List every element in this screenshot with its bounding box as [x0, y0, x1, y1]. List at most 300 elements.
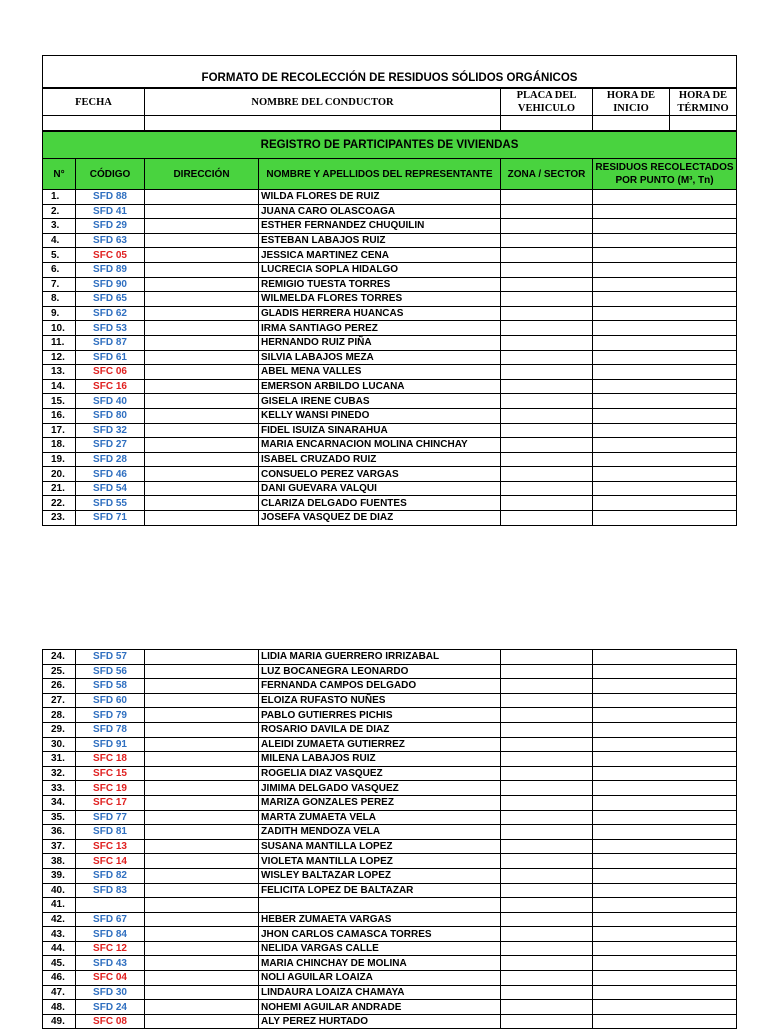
row-residuos[interactable] — [593, 219, 737, 234]
row-code: SFD 81 — [76, 825, 145, 840]
row-direccion[interactable] — [145, 868, 259, 883]
row-zona[interactable] — [501, 438, 593, 453]
table-row — [43, 511, 737, 526]
row-residuos[interactable] — [593, 394, 737, 409]
row-direccion[interactable] — [145, 679, 259, 694]
row-number: 32. — [43, 766, 76, 781]
table-row — [43, 854, 737, 869]
table-row — [43, 912, 737, 927]
row-name: JIMIMA DELGADO VASQUEZ — [259, 781, 501, 796]
row-code: SFC 18 — [76, 752, 145, 767]
row-residuos[interactable] — [593, 262, 737, 277]
meta-table — [42, 88, 737, 131]
row-name: ALEIDI ZUMAETA GUTIERREZ — [259, 737, 501, 752]
row-direccion[interactable] — [145, 1014, 259, 1029]
row-direccion[interactable] — [145, 766, 259, 781]
row-residuos[interactable] — [593, 204, 737, 219]
row-residuos[interactable] — [593, 379, 737, 394]
row-direccion[interactable] — [145, 321, 259, 336]
row-direccion[interactable] — [145, 365, 259, 380]
row-number: 43. — [43, 927, 76, 942]
table-row — [43, 496, 737, 511]
row-zona[interactable] — [501, 204, 593, 219]
row-number: 38. — [43, 854, 76, 869]
row-name: MARTA ZUMAETA VELA — [259, 810, 501, 825]
row-direccion[interactable] — [145, 277, 259, 292]
row-zona[interactable] — [501, 810, 593, 825]
row-residuos[interactable] — [593, 722, 737, 737]
table-row — [43, 650, 737, 665]
row-zona[interactable] — [501, 511, 593, 526]
row-zona[interactable] — [501, 854, 593, 869]
row-residuos[interactable] — [593, 883, 737, 898]
row-zona[interactable] — [501, 752, 593, 767]
table-row — [43, 219, 737, 234]
participants-table-continued — [42, 649, 737, 1029]
row-name: ROSARIO DAVILA DE DIAZ — [259, 722, 501, 737]
row-code: SFD 46 — [76, 467, 145, 482]
table-row — [43, 868, 737, 883]
row-direccion[interactable] — [145, 481, 259, 496]
row-number: 48. — [43, 1000, 76, 1015]
row-number: 44. — [43, 941, 76, 956]
row-zona[interactable] — [501, 1000, 593, 1015]
table-row — [43, 985, 737, 1000]
table-row — [43, 379, 737, 394]
row-zona[interactable] — [501, 825, 593, 840]
row-residuos[interactable] — [593, 248, 737, 263]
row-number: 30. — [43, 737, 76, 752]
row-zona[interactable] — [501, 248, 593, 263]
row-code: SFD 91 — [76, 737, 145, 752]
row-zona[interactable] — [501, 481, 593, 496]
row-direccion[interactable] — [145, 248, 259, 263]
row-direccion[interactable] — [145, 883, 259, 898]
hora-inicio-field[interactable] — [593, 116, 670, 131]
row-zona[interactable] — [501, 971, 593, 986]
row-code — [76, 898, 145, 913]
row-code: SFD 62 — [76, 306, 145, 321]
row-number: 14. — [43, 379, 76, 394]
table-row — [43, 408, 737, 423]
fecha-field[interactable] — [43, 116, 145, 131]
row-name: LUCRECIA SOPLA HIDALGO — [259, 262, 501, 277]
row-code: SFC 06 — [76, 365, 145, 380]
row-number: 24. — [43, 650, 76, 665]
row-residuos[interactable] — [593, 335, 737, 350]
col-num-header: N° — [43, 159, 76, 190]
row-direccion[interactable] — [145, 708, 259, 723]
row-residuos[interactable] — [593, 868, 737, 883]
row-code: SFD 61 — [76, 350, 145, 365]
row-zona[interactable] — [501, 664, 593, 679]
row-direccion[interactable] — [145, 722, 259, 737]
row-number: 2. — [43, 204, 76, 219]
row-number: 6. — [43, 262, 76, 277]
row-number: 21. — [43, 481, 76, 496]
row-name: ESTHER FERNANDEZ CHUQUILIN — [259, 219, 501, 234]
row-number: 34. — [43, 795, 76, 810]
row-direccion[interactable] — [145, 511, 259, 526]
row-number: 35. — [43, 810, 76, 825]
row-residuos[interactable] — [593, 781, 737, 796]
row-number: 3. — [43, 219, 76, 234]
row-direccion[interactable] — [145, 956, 259, 971]
row-code: SFC 16 — [76, 379, 145, 394]
row-direccion[interactable] — [145, 306, 259, 321]
row-code: SFC 12 — [76, 941, 145, 956]
row-zona[interactable] — [501, 233, 593, 248]
row-name: REMIGIO TUESTA TORRES — [259, 277, 501, 292]
row-code: SFD 55 — [76, 496, 145, 511]
table-row — [43, 971, 737, 986]
row-name: LUZ BOCANEGRA LEONARDO — [259, 664, 501, 679]
row-direccion[interactable] — [145, 262, 259, 277]
row-residuos[interactable] — [593, 679, 737, 694]
row-number: 33. — [43, 781, 76, 796]
row-number: 10. — [43, 321, 76, 336]
conductor-field[interactable] — [145, 116, 501, 131]
row-residuos[interactable] — [593, 277, 737, 292]
row-residuos[interactable] — [593, 481, 737, 496]
row-code: SFD 32 — [76, 423, 145, 438]
row-direccion[interactable] — [145, 204, 259, 219]
table-row — [43, 262, 737, 277]
row-code: SFD 83 — [76, 883, 145, 898]
row-direccion[interactable] — [145, 839, 259, 854]
row-code: SFD 53 — [76, 321, 145, 336]
row-residuos[interactable] — [593, 912, 737, 927]
row-zona[interactable] — [501, 306, 593, 321]
row-code: SFD 88 — [76, 190, 145, 205]
row-code: SFD 28 — [76, 452, 145, 467]
row-name: NOHEMI AGUILAR ANDRADE — [259, 1000, 501, 1015]
row-number: 40. — [43, 883, 76, 898]
row-code: SFD 80 — [76, 408, 145, 423]
row-direccion[interactable] — [145, 941, 259, 956]
row-name: CLARIZA DELGADO FUENTES — [259, 496, 501, 511]
row-residuos[interactable] — [593, 350, 737, 365]
row-code: SFC 05 — [76, 248, 145, 263]
row-zona[interactable] — [501, 1014, 593, 1029]
header-table — [42, 55, 737, 88]
row-zona[interactable] — [501, 912, 593, 927]
row-residuos[interactable] — [593, 423, 737, 438]
row-zona[interactable] — [501, 452, 593, 467]
row-residuos[interactable] — [593, 708, 737, 723]
row-residuos[interactable] — [593, 306, 737, 321]
row-code: SFD 90 — [76, 277, 145, 292]
row-direccion[interactable] — [145, 737, 259, 752]
row-direccion[interactable] — [145, 408, 259, 423]
col-residuos-header: RESIDUOS RECOLECTADOS POR PUNTO (M³, Tn) — [593, 159, 737, 190]
row-direccion[interactable] — [145, 292, 259, 307]
row-zona[interactable] — [501, 708, 593, 723]
row-zona[interactable] — [501, 781, 593, 796]
row-name: FERNANDA CAMPOS DELGADO — [259, 679, 501, 694]
row-direccion[interactable] — [145, 467, 259, 482]
row-direccion[interactable] — [145, 825, 259, 840]
row-code: SFD 54 — [76, 481, 145, 496]
row-name: VIOLETA MANTILLA LOPEZ — [259, 854, 501, 869]
row-zona[interactable] — [501, 737, 593, 752]
row-code: SFD 78 — [76, 722, 145, 737]
row-name: CONSUELO PEREZ VARGAS — [259, 467, 501, 482]
form-title: FORMATO DE RECOLECCIÓN DE RESIDUOS SÓLIDOS ORGÁNICOS — [43, 56, 737, 88]
table-row — [43, 350, 737, 365]
row-direccion[interactable] — [145, 795, 259, 810]
hora-termino-field[interactable] — [670, 116, 737, 131]
row-residuos[interactable] — [593, 408, 737, 423]
row-number: 13. — [43, 365, 76, 380]
row-number: 41. — [43, 898, 76, 913]
table-row — [43, 679, 737, 694]
row-residuos[interactable] — [593, 737, 737, 752]
row-code: SFD 71 — [76, 511, 145, 526]
row-zona[interactable] — [501, 335, 593, 350]
row-zona[interactable] — [501, 956, 593, 971]
form-table-part1 — [42, 55, 736, 526]
row-direccion[interactable] — [145, 927, 259, 942]
table-row — [43, 693, 737, 708]
row-name: HERNANDO RUIZ PIÑA — [259, 335, 501, 350]
row-residuos[interactable] — [593, 664, 737, 679]
table-row — [43, 825, 737, 840]
table-row — [43, 233, 737, 248]
row-direccion[interactable] — [145, 971, 259, 986]
row-number: 4. — [43, 233, 76, 248]
row-direccion[interactable] — [145, 438, 259, 453]
row-code: SFD 77 — [76, 810, 145, 825]
row-code: SFC 17 — [76, 795, 145, 810]
row-direccion[interactable] — [145, 693, 259, 708]
row-name: MILENA LABAJOS RUIZ — [259, 752, 501, 767]
row-direccion[interactable] — [145, 650, 259, 665]
row-zona[interactable] — [501, 321, 593, 336]
row-zona[interactable] — [501, 985, 593, 1000]
row-zona[interactable] — [501, 766, 593, 781]
row-code: SFD 24 — [76, 1000, 145, 1015]
row-code: SFD 79 — [76, 708, 145, 723]
row-code: SFD 65 — [76, 292, 145, 307]
table-row — [43, 956, 737, 971]
row-zona[interactable] — [501, 190, 593, 205]
row-code: SFC 08 — [76, 1014, 145, 1029]
row-direccion[interactable] — [145, 233, 259, 248]
row-residuos[interactable] — [593, 292, 737, 307]
row-direccion[interactable] — [145, 190, 259, 205]
row-code: SFC 14 — [76, 854, 145, 869]
row-code: SFD 41 — [76, 204, 145, 219]
row-residuos[interactable] — [593, 766, 737, 781]
row-code: SFD 43 — [76, 956, 145, 971]
participants-table — [42, 131, 737, 526]
row-residuos[interactable] — [593, 752, 737, 767]
row-number: 25. — [43, 664, 76, 679]
table-row — [43, 1014, 737, 1029]
row-zona[interactable] — [501, 927, 593, 942]
row-number: 9. — [43, 306, 76, 321]
row-direccion[interactable] — [145, 335, 259, 350]
row-zona[interactable] — [501, 277, 593, 292]
row-residuos[interactable] — [593, 941, 737, 956]
row-number: 27. — [43, 693, 76, 708]
row-residuos[interactable] — [593, 452, 737, 467]
row-direccion[interactable] — [145, 854, 259, 869]
row-residuos[interactable] — [593, 956, 737, 971]
row-name: NELIDA VARGAS CALLE — [259, 941, 501, 956]
row-name: ROGELIA DIAZ VASQUEZ — [259, 766, 501, 781]
table-row — [43, 752, 737, 767]
row-number: 31. — [43, 752, 76, 767]
table-row — [43, 204, 737, 219]
row-zona[interactable] — [501, 839, 593, 854]
row-direccion[interactable] — [145, 912, 259, 927]
row-zona[interactable] — [501, 941, 593, 956]
row-zona[interactable] — [501, 650, 593, 665]
table-row — [43, 394, 737, 409]
row-number: 45. — [43, 956, 76, 971]
row-direccion[interactable] — [145, 379, 259, 394]
row-residuos[interactable] — [593, 365, 737, 380]
row-code: SFD 27 — [76, 438, 145, 453]
row-number: 39. — [43, 868, 76, 883]
row-residuos[interactable] — [593, 985, 737, 1000]
row-residuos[interactable] — [593, 795, 737, 810]
row-zona[interactable] — [501, 394, 593, 409]
row-name: ABEL MENA VALLES — [259, 365, 501, 380]
row-zona[interactable] — [501, 883, 593, 898]
row-number: 7. — [43, 277, 76, 292]
row-zona[interactable] — [501, 496, 593, 511]
row-direccion[interactable] — [145, 219, 259, 234]
row-code: SFC 15 — [76, 766, 145, 781]
row-name: GISELA IRENE CUBAS — [259, 394, 501, 409]
row-direccion[interactable] — [145, 781, 259, 796]
row-residuos[interactable] — [593, 511, 737, 526]
form-table-part2 — [42, 649, 736, 1029]
row-residuos[interactable] — [593, 438, 737, 453]
row-direccion[interactable] — [145, 496, 259, 511]
table-row — [43, 883, 737, 898]
row-code: SFD 29 — [76, 219, 145, 234]
row-number: 19. — [43, 452, 76, 467]
row-zona[interactable] — [501, 379, 593, 394]
header-hora-termino: HORA DE TÉRMINO — [670, 89, 737, 116]
row-zona[interactable] — [501, 795, 593, 810]
row-zona[interactable] — [501, 365, 593, 380]
row-name: ISABEL CRUZADO RUIZ — [259, 452, 501, 467]
row-code: SFD 67 — [76, 912, 145, 927]
row-residuos[interactable] — [593, 1014, 737, 1029]
row-name: FIDEL ISUIZA SINARAHUA — [259, 423, 501, 438]
row-residuos[interactable] — [593, 971, 737, 986]
row-residuos[interactable] — [593, 1000, 737, 1015]
row-code: SFD 56 — [76, 664, 145, 679]
row-zona[interactable] — [501, 262, 593, 277]
row-residuos[interactable] — [593, 854, 737, 869]
placa-field[interactable] — [501, 116, 593, 131]
row-zona[interactable] — [501, 350, 593, 365]
row-zona[interactable] — [501, 679, 593, 694]
row-residuos[interactable] — [593, 190, 737, 205]
row-residuos[interactable] — [593, 839, 737, 854]
row-direccion[interactable] — [145, 752, 259, 767]
row-number: 23. — [43, 511, 76, 526]
row-direccion[interactable] — [145, 423, 259, 438]
row-residuos[interactable] — [593, 233, 737, 248]
table-row — [43, 766, 737, 781]
row-zona[interactable] — [501, 219, 593, 234]
row-direccion[interactable] — [145, 452, 259, 467]
row-zona[interactable] — [501, 693, 593, 708]
table-row — [43, 365, 737, 380]
row-name: ESTEBAN LABAJOS RUIZ — [259, 233, 501, 248]
row-residuos[interactable] — [593, 650, 737, 665]
table-row — [43, 423, 737, 438]
row-zona[interactable] — [501, 467, 593, 482]
row-name: IRMA SANTIAGO PEREZ — [259, 321, 501, 336]
row-direccion[interactable] — [145, 898, 259, 913]
row-number: 5. — [43, 248, 76, 263]
col-direccion-header: DIRECCIÓN — [145, 159, 259, 190]
row-name: KELLY WANSI PINEDO — [259, 408, 501, 423]
row-residuos[interactable] — [593, 321, 737, 336]
row-zona[interactable] — [501, 898, 593, 913]
row-zona[interactable] — [501, 868, 593, 883]
table-row — [43, 438, 737, 453]
row-direccion[interactable] — [145, 810, 259, 825]
table-row — [43, 481, 737, 496]
row-code: SFD 58 — [76, 679, 145, 694]
row-name: MARIZA GONZALES PEREZ — [259, 795, 501, 810]
row-zona[interactable] — [501, 408, 593, 423]
section-title: REGISTRO DE PARTICIPANTES DE VIVIENDAS — [43, 132, 737, 159]
header-fecha: FECHA — [43, 89, 145, 116]
row-direccion[interactable] — [145, 394, 259, 409]
table-row — [43, 335, 737, 350]
table-row — [43, 321, 737, 336]
row-direccion[interactable] — [145, 985, 259, 1000]
row-name — [259, 898, 501, 913]
row-code: SFD 82 — [76, 868, 145, 883]
row-name: WISLEY BALTAZAR LOPEZ — [259, 868, 501, 883]
row-zona[interactable] — [501, 292, 593, 307]
row-residuos[interactable] — [593, 825, 737, 840]
row-number: 47. — [43, 985, 76, 1000]
row-code: SFD 40 — [76, 394, 145, 409]
row-residuos[interactable] — [593, 898, 737, 913]
row-number: 26. — [43, 679, 76, 694]
table-row — [43, 1000, 737, 1015]
row-residuos[interactable] — [593, 693, 737, 708]
row-residuos[interactable] — [593, 467, 737, 482]
row-number: 12. — [43, 350, 76, 365]
row-residuos[interactable] — [593, 927, 737, 942]
row-code: SFD 30 — [76, 985, 145, 1000]
row-zona[interactable] — [501, 423, 593, 438]
row-residuos[interactable] — [593, 810, 737, 825]
row-direccion[interactable] — [145, 664, 259, 679]
row-residuos[interactable] — [593, 496, 737, 511]
row-name: ZADITH MENDOZA VELA — [259, 825, 501, 840]
table-row — [43, 452, 737, 467]
row-zona[interactable] — [501, 722, 593, 737]
row-direccion[interactable] — [145, 1000, 259, 1015]
row-direccion[interactable] — [145, 350, 259, 365]
row-code: SFC 19 — [76, 781, 145, 796]
row-name: LIDIA MARIA GUERRERO IRRIZABAL — [259, 650, 501, 665]
